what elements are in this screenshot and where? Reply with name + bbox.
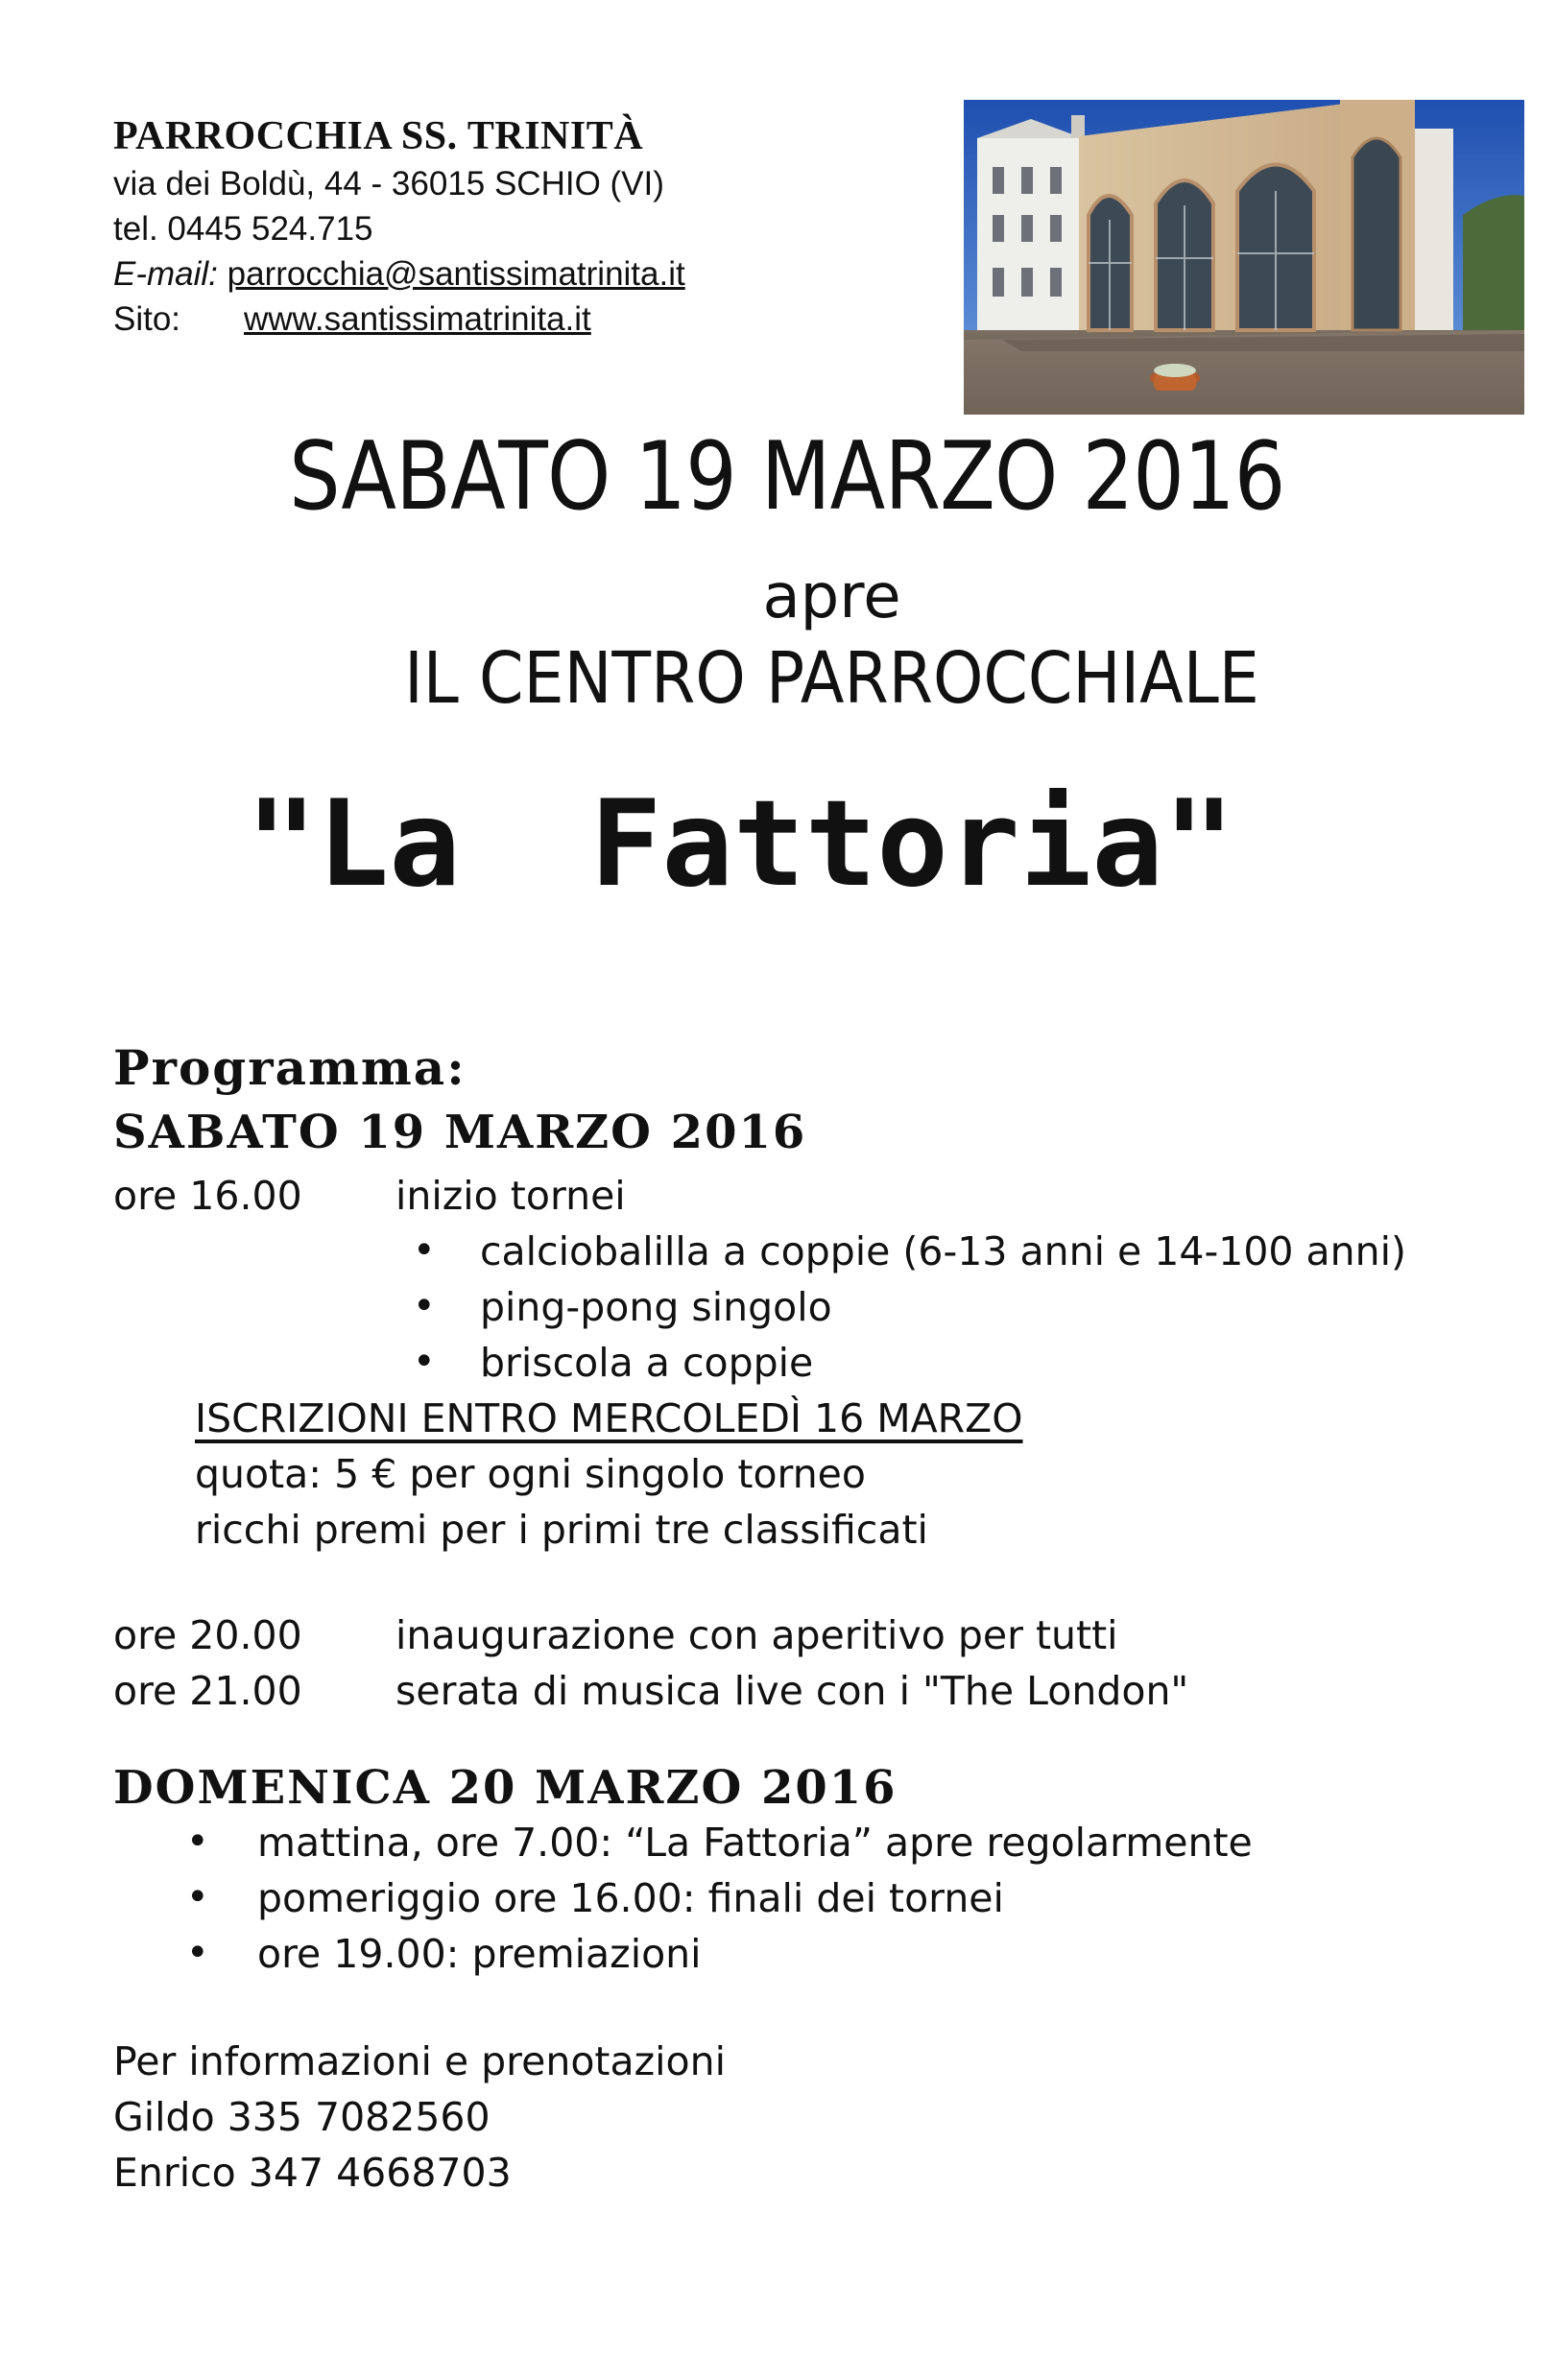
parish-phone: tel. 0445 524.715 [113, 210, 373, 248]
opens-text: apre [762, 561, 901, 632]
saturday-heading: SABATO 19 MARZO 2016 [113, 1106, 807, 1159]
sunday-heading: DOMENICA 20 MARZO 2016 [113, 1761, 898, 1815]
start-time: ore 16.00 [113, 1173, 302, 1219]
parish-name: PARROCCHIA SS. TRINITÀ [113, 114, 644, 158]
site-label: Sito: [113, 300, 181, 338]
list-item [0, 1340, 1556, 1388]
contact-gildo: Gildo 335 7082560 [113, 2094, 491, 2140]
tournament-item: ping-pong singolo [480, 1284, 832, 1330]
list-item [0, 1284, 1556, 1332]
event-date-title: SABATO 19 MARZO 2016 [289, 422, 1285, 532]
tournament-item: calciobalilla a coppie (6-13 anni e 14-100 anni) [480, 1228, 1407, 1274]
fee-text: quota: 5 € per ogni singolo torneo [195, 1451, 866, 1497]
site-line [113, 300, 591, 339]
email-line [113, 255, 685, 294]
bullet-icon: • [186, 1931, 209, 1975]
bullet-icon: • [413, 1340, 436, 1384]
event-desc: serata di musica live con i "The London" [395, 1668, 1189, 1714]
bullet-icon: • [413, 1228, 436, 1273]
building-photo [964, 100, 1524, 415]
list-item [0, 1228, 1556, 1276]
sunday-item: pomeriggio ore 16.00: finali dei tornei [257, 1875, 1004, 1921]
event-time: ore 21.00 [113, 1668, 302, 1714]
tournament-item: briscola a coppie [480, 1340, 814, 1386]
sunday-item: mattina, ore 7.00: “La Fattoria” apre regolarmente [257, 1820, 1253, 1866]
email-link[interactable]: parrocchia@santissimatrinita.it [227, 255, 685, 293]
event-time: ore 20.00 [113, 1612, 302, 1658]
email-label: E-mail: [113, 255, 218, 293]
venue-name: "La Fattoria" [246, 775, 1235, 914]
site-link[interactable]: www.santissimatrinita.it [244, 300, 591, 338]
sunday-item: ore 19.00: premiazioni [257, 1931, 702, 1977]
bullet-icon: • [186, 1875, 209, 1919]
center-title: IL CENTRO PARROCCHIALE [404, 637, 1259, 720]
registration-deadline: ISCRIZIONI ENTRO MERCOLEDÌ 16 MARZO [195, 1395, 1023, 1441]
start-desc: inizio tornei [395, 1173, 626, 1219]
bullet-icon: • [186, 1820, 209, 1864]
event-desc: inaugurazione con aperitivo per tutti [395, 1612, 1118, 1658]
info-heading: Per informazioni e prenotazioni [113, 2038, 726, 2084]
contact-enrico: Enrico 347 4668703 [113, 2150, 512, 2196]
parish-address: via dei Boldù, 44 - 36015 SCHIO (VI) [113, 165, 664, 202]
prizes-text: ricchi premi per i primi tre classificati [195, 1507, 928, 1553]
bullet-icon: • [413, 1284, 436, 1328]
program-heading: Programma: [113, 1039, 467, 1096]
